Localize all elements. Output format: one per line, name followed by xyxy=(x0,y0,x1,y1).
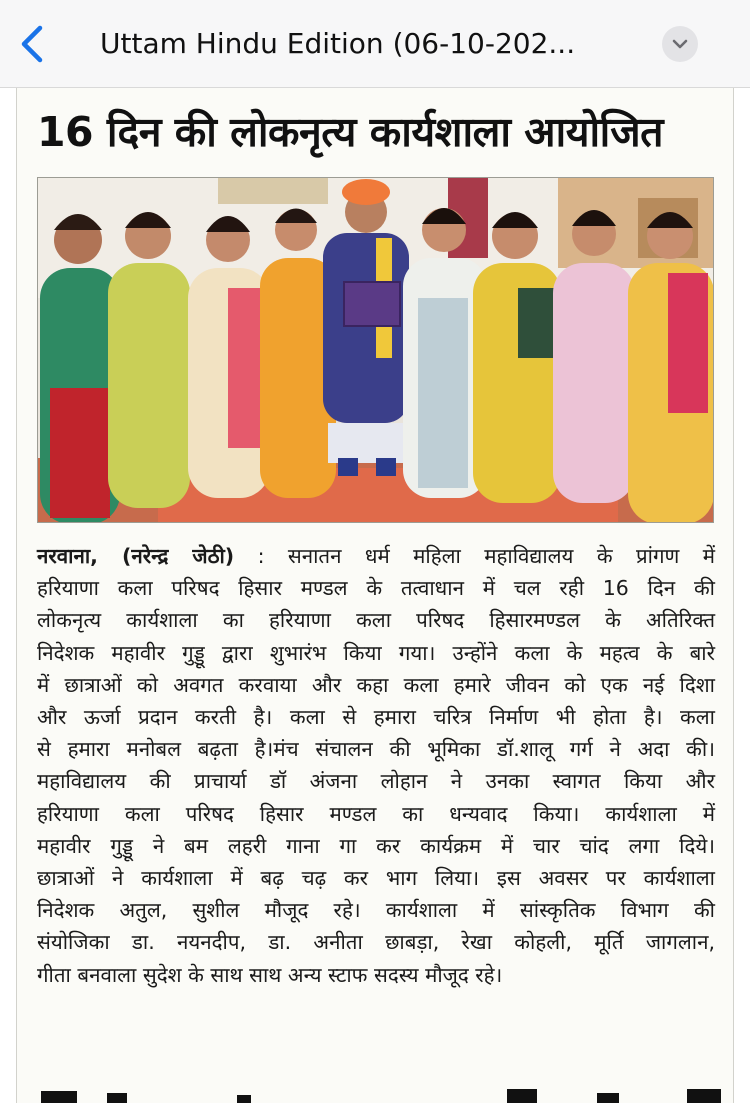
article-line: लोकनृत्य कार्यशाला का हरियाणा कला परिषद हिसारमण्डल के अतिरिक्त xyxy=(37,608,715,633)
article-line: हरियाणा कला परिषद हिसार मण्डल के तत्वाधान में चल रही 16 दिन की xyxy=(37,576,715,601)
next-article-cut-off xyxy=(37,1083,727,1103)
article-line: गीता बनवाला सुदेश के साथ साथ अन्य स्टाफ सदस्य मौजूद रहे। xyxy=(37,962,503,987)
title-menu-button[interactable] xyxy=(662,26,698,62)
article-line: निदेशक महावीर गुड्डू द्वारा शुभारंभ किया गया। उन्होंने कला के महत्व के बारे xyxy=(37,640,715,665)
page-title: Uttam Hindu Edition (06-10-202... xyxy=(100,27,576,60)
article-body xyxy=(37,540,715,991)
group-photo-image xyxy=(38,178,714,523)
article-line: और ऊर्जा प्रदान करती है। कला से हमारा चरित्र निर्माण भी होता है। कला xyxy=(37,705,715,730)
article-line: हरियाणा कला परिषद हिसार मण्डल का धन्यवाद किया। कार्यशाला में xyxy=(37,801,715,826)
article-line: से हमारा मनोबल बढ़ता है।मंच संचालन की भूमिका डॉ.शालू गर्ग ने अदा की। xyxy=(37,737,715,762)
article-line: निदेशक अतुल, सुशील मौजूद रहे। कार्यशाला में सांस्कृतिक विभाग की xyxy=(37,898,715,923)
back-button[interactable] xyxy=(10,22,54,66)
article-line: महावीर गुड्डू ने बम लहरी गाना गा कर कार्यक्रम में चार चांद लगा दिये। xyxy=(37,833,715,858)
chevron-down-icon xyxy=(671,38,689,50)
article-line: छात्राओं ने कार्यशाला में बढ़ चढ़ कर भाग लिया। इस अवसर पर कार्यशाला xyxy=(37,866,715,891)
article-dateline: नरवाना, (नरेन्द्र जेठी) xyxy=(37,544,235,568)
chevron-left-icon xyxy=(18,24,46,64)
article-line: संयोजिका डा. नयनदीप, डा. अनीता छाबड़ा, रेखा कोहली, मूर्ति जागलान, xyxy=(37,930,715,955)
article-line: महाविद्यालय की प्राचार्या डॉ अंजना लोहान ने उनका स्वागत किया और xyxy=(37,769,715,794)
article-line: में छात्राओं को अवगत करवाया और कहा कला हमारे जीवन को एक नई दिशा xyxy=(37,672,715,697)
article-headline: 16 दिन की लोकनृत्य कार्यशाला आयोजित xyxy=(37,108,664,156)
newspaper-page xyxy=(16,88,734,1103)
article-line: नरवाना, (नरेन्द्र जेठी) : सनातन धर्म महिला महाविद्यालय के प्रांगण में xyxy=(37,544,715,568)
article-photo xyxy=(37,177,714,523)
navigation-bar xyxy=(0,0,750,88)
